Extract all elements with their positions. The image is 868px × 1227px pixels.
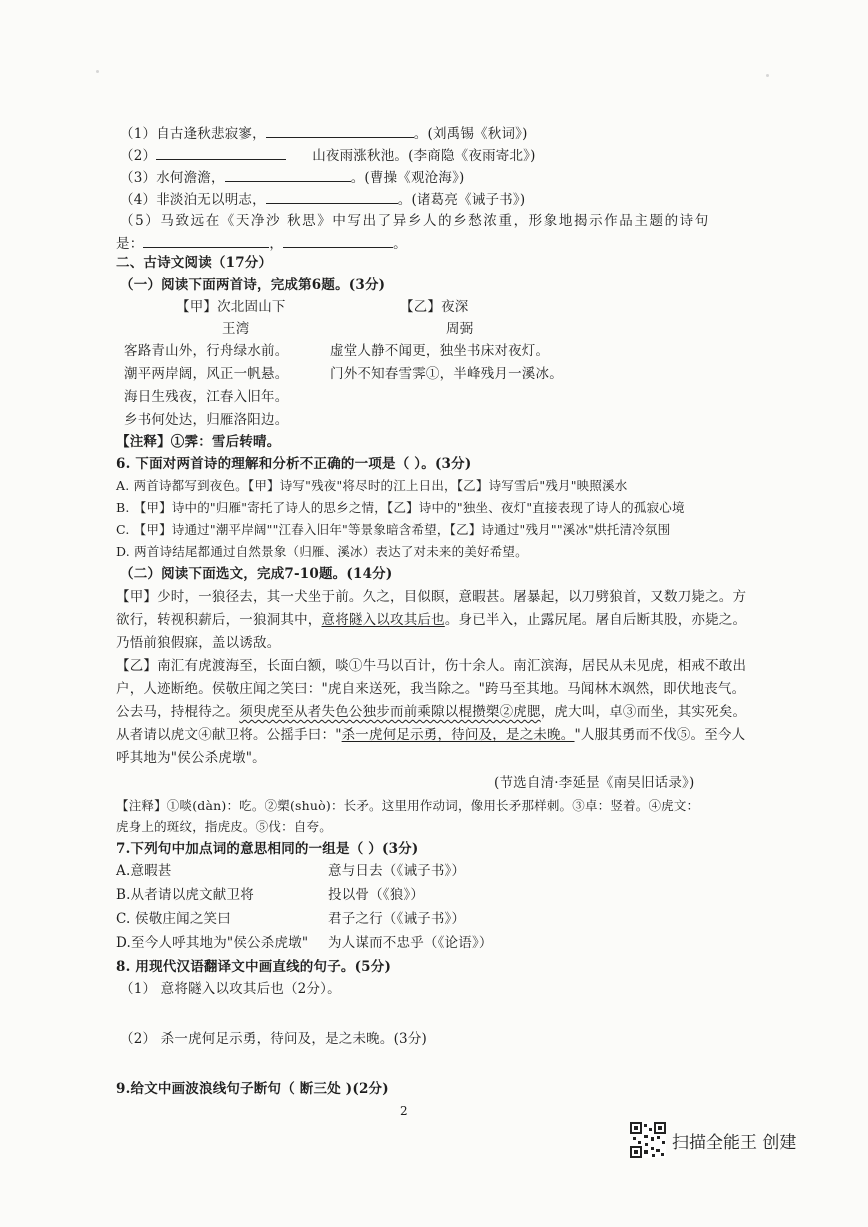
scanner-watermark: 扫描全能王 创建 bbox=[672, 1133, 797, 1153]
q8-stem: 8. 用现代汉语翻译文中画直线的句子。(5分) bbox=[116, 959, 392, 975]
note-marker: ① bbox=[425, 366, 440, 382]
answer-blank[interactable] bbox=[156, 146, 286, 160]
passage-a-line: 欲行，转视积薪后，一狼洞其中，意将隧入以攻其后也。身已半入，止露尻尾。屠自后断其股，亦毙之。 bbox=[116, 612, 747, 628]
poem-a-line: 海日生残夜，江春入旧年。 bbox=[124, 389, 289, 405]
poem-b-line: 虚堂人静不闻更，独坐书床对夜灯。 bbox=[330, 343, 550, 359]
answer-blank[interactable] bbox=[283, 234, 393, 248]
section-title: 二、古诗文阅读（17分） bbox=[116, 255, 273, 271]
passage-a-line: 【甲】少时，一狼径去，其一犬坐于前。久之，目似瞑，意暇甚。屠暴起，以刀劈狼首，又数刀毙之。方 bbox=[116, 589, 747, 605]
q7-option-d-left[interactable]: D.至今人呼其地为"侯公杀虎墩" bbox=[116, 935, 309, 951]
poem-a-line: 客路青山外，行舟绿水前。 bbox=[124, 343, 289, 359]
part2-title: （二）阅读下面选文，完成7-10题。(14分) bbox=[120, 566, 393, 582]
passage-a-line: 乃悟前狼假寐，盖以诱敌。 bbox=[116, 635, 281, 651]
poem-a-title: 【甲】次北固山下 bbox=[176, 299, 286, 315]
answer-blank[interactable] bbox=[225, 168, 351, 182]
underlined-sentence: 意将隧入以攻其后也 bbox=[321, 612, 445, 628]
q4-line: （4）非淡泊无以明志， 。(诸葛亮《诫子书》) bbox=[120, 192, 526, 208]
poem-a-author: 王湾 bbox=[222, 321, 250, 337]
passage-b-line: 公去马，持棍待之。须臾虎至从者失色公独步而前乘隙以棍攒槊②虎腮，虎大叫，卓③而坐，其实死矣。 bbox=[116, 704, 747, 720]
note-2: 【注释】①啖(dàn)：吃。②槊(shuò)：长矛。这里用作动词，像用长矛那样刺。③卓：竖着。④虎文： bbox=[116, 798, 700, 813]
poem-a-line: 潮平两岸阔，风正一帆悬。 bbox=[124, 366, 289, 382]
q7-option-a-right: 意与日去（《诫子书》） bbox=[328, 863, 466, 879]
q6-option-b[interactable]: B. 【甲】诗中的"归雁"寄托了诗人的思乡之情，【乙】诗中的"独坐、夜灯"直接表现了诗人的孤寂心境 bbox=[116, 500, 685, 515]
q8-sub-2: （2） 杀一虎何足示勇，待问及，是之未晚。(3分) bbox=[120, 1031, 428, 1047]
q7-option-c-left[interactable]: C. 侯敬庄闻之笑曰 bbox=[116, 911, 231, 927]
answer-blank[interactable] bbox=[266, 124, 414, 138]
scan-speck bbox=[96, 70, 99, 73]
q7-option-b-right: 投以骨（《狼》） bbox=[328, 887, 425, 903]
scan-speck bbox=[766, 74, 769, 77]
q3-line: （3）水何澹澹， 。(曹操《观沧海》) bbox=[120, 170, 465, 186]
q5-line1: （5）马致远在《天净沙 秋思》中写出了异乡人的乡愁浓重，形象地揭示作品主题的诗句 bbox=[120, 213, 710, 229]
poem-b-line: 门外不知春雪霁①，半峰残月一溪冰。 bbox=[330, 366, 563, 382]
part1-title: （一）阅读下面两首诗，完成第6题。(3分) bbox=[120, 277, 386, 293]
q1-line: （1）自古逢秋悲寂寥， 。(刘禹锡《秋词》) bbox=[120, 126, 528, 142]
underlined-sentence: 杀一虎何足示勇，待问及，是之未晚。 bbox=[341, 727, 575, 743]
qr-code-icon bbox=[630, 1122, 666, 1158]
passage-b-line: 呼其地为"侯公杀虎墩"。 bbox=[116, 750, 266, 766]
q7-option-d-right: 为人谋而不忠乎（《论语》） bbox=[328, 935, 493, 951]
q6-option-a[interactable]: A. 两首诗都写到夜色。【甲】诗写"残夜"将尽时的江上日出，【乙】诗写雪后"残月"映照溪水 bbox=[116, 478, 628, 493]
answer-blank[interactable] bbox=[266, 190, 398, 204]
poem-a-line: 乡书何处达，归雁洛阳边。 bbox=[124, 412, 289, 428]
wavy-underlined-sentence: 须臾虎至从者失色公独步而前乘隙以棍攒槊②虎腮 bbox=[239, 704, 541, 720]
page-number: 2 bbox=[400, 1104, 408, 1118]
q7-option-c-right: 君子之行（《诫子书》） bbox=[328, 911, 466, 927]
q6-option-c[interactable]: C. 【甲】诗通过"潮平岸阔""江春入旧年"等景象暗含希望，【乙】诗通过"残月""溪冰"烘托清冷氛围 bbox=[116, 522, 671, 537]
poem-b-author: 周弼 bbox=[446, 321, 474, 337]
passage-b-line: 从者请以虎文④献卫将。公摇手曰："杀一虎何足示勇，待问及，是之未晚。"人服其勇而不伐⑤。至今人 bbox=[116, 727, 746, 743]
passage-b-line: 【乙】南汇有虎渡海至，长面白额，啖①牛马以百计，伤十余人。南汇滨海，居民从未见虎，相戒不敢出 bbox=[116, 658, 747, 674]
note-1: 【注释】①霁：雪后转晴。 bbox=[116, 434, 281, 450]
q7-option-a-left[interactable]: A.意暇甚 bbox=[116, 863, 172, 879]
q6-stem: 6. 下面对两首诗的理解和分析不正确的一项是（ ）。(3分) bbox=[116, 456, 472, 472]
passage-b-line: 户，人迹断绝。侯敬庄闻之笑曰："虎自来送死，我当除之。"跨马至其地。马闻林木飒然，即伏地丧气。 bbox=[116, 681, 746, 697]
q9-stem: 9.给文中画波浪线句子断句（ 断三处 )(2分) bbox=[116, 1081, 389, 1097]
q7-option-b-left[interactable]: B.从者请以虎文献卫将 bbox=[116, 887, 254, 903]
q6-option-d[interactable]: D. 两首诗结尾都通过自然景象（归雁、溪冰）表达了对未来的美好希望。 bbox=[116, 544, 528, 559]
answer-blank[interactable] bbox=[143, 234, 269, 248]
q8-sub-1: （1） 意将隧入以攻其后也（2分）。 bbox=[120, 981, 341, 997]
q5-line2: 是： ， 。 bbox=[116, 236, 407, 252]
q7-stem: 7.下列句中加点词的意思相同的一组是（ ）(3分) bbox=[116, 841, 419, 857]
q2-line: （2） 山夜雨涨秋池。(李商隐《夜雨寄北》) bbox=[120, 148, 536, 164]
note-2: 虎身上的斑纹，指虎皮。⑤伐：自夸。 bbox=[116, 819, 332, 834]
poem-b-title: 【乙】夜深 bbox=[400, 299, 469, 315]
source-citation: (节选自清·李延昰《南吴旧话录》) bbox=[494, 775, 695, 791]
